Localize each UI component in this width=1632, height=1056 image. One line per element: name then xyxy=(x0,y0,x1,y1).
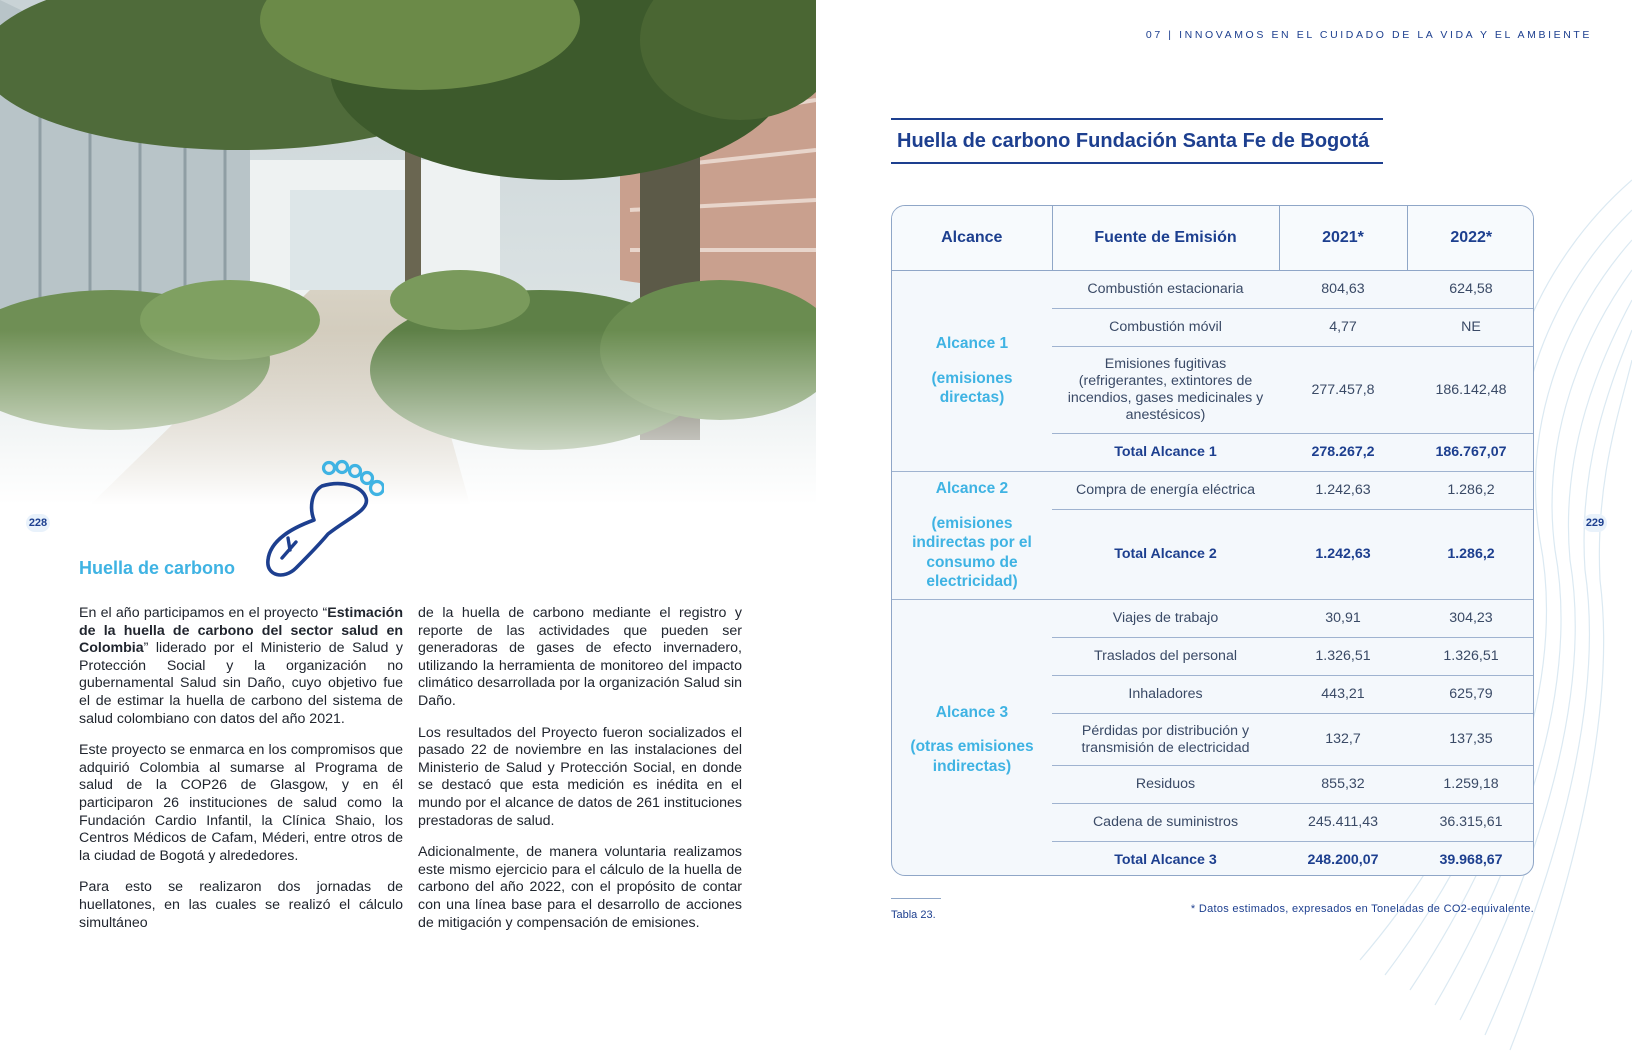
value-2021: 1.326,51 xyxy=(1279,638,1407,676)
table-row xyxy=(892,271,1534,309)
header-2022: 2022* xyxy=(1407,206,1534,271)
table-header-row xyxy=(892,206,1534,271)
scope-label: Alcance 2 xyxy=(935,480,1009,498)
value-2022: 186.142,48 xyxy=(1407,347,1534,434)
value-2021: 1.242,63 xyxy=(1279,472,1407,510)
paragraph: Este proyecto se enmarca en los compromisos que adquirió Colombia al sumarse al Programa de salud de la COP26 de Glasgow, y en él participaron 26 instituciones de salud como la Fundación Cardio Infantil, la Clínica Shaio, los Centros Médicos de Cafam, Méderi, entre otros de la ciudad de Bogotá y alrededores. xyxy=(79,742,403,864)
source-cell: Residuos xyxy=(1052,766,1279,804)
total-label: Total Alcance 1 xyxy=(1052,434,1279,472)
value-2021: 443,21 xyxy=(1279,676,1407,714)
value-2021: 855,32 xyxy=(1279,766,1407,804)
table-title: Huella de carbono Fundación Santa Fe de Bogotá xyxy=(897,130,1370,152)
value-2021: 30,91 xyxy=(1279,600,1407,638)
header-fuente: Fuente de Emisión xyxy=(1052,206,1279,271)
table-row xyxy=(892,472,1534,510)
value-2021: 804,63 xyxy=(1279,271,1407,309)
source-cell: Traslados del personal xyxy=(1052,638,1279,676)
value-2022: 1.326,51 xyxy=(1407,638,1534,676)
value-2022: 1.286,2 xyxy=(1407,472,1534,510)
total-2022: 39.968,67 xyxy=(1439,852,1503,869)
paragraph: Los resultados del Proyecto fueron socializados el pasado 22 de noviembre en las instalaciones del Ministerio de Salud y Protección Social, en donde se destacó que esta medición es inédita en el mundo por el alcance de datos de 261 instituciones prestadoras de salud. xyxy=(418,724,742,829)
value-2022: 624,58 xyxy=(1407,271,1534,309)
total-label: Total Alcance 3 xyxy=(1114,852,1217,869)
paragraph: Para esto se realizaron dos jornadas de huellatones, en las cuales se realizó el cálculo simultáneo xyxy=(79,879,403,931)
value-2022: 304,23 xyxy=(1407,600,1534,638)
page-number-right: 229 xyxy=(1583,514,1607,532)
source-cell: Viajes de trabajo xyxy=(1052,600,1279,638)
table-title-box xyxy=(891,118,1383,164)
emissions-table xyxy=(892,206,1534,876)
scope-sub: (otras emisiones indirectas) xyxy=(910,738,1034,775)
header-alcance: Alcance xyxy=(892,206,1052,271)
text-column-2 xyxy=(418,605,742,946)
footprint-icon xyxy=(262,458,384,578)
source-cell: Inhaladores xyxy=(1052,676,1279,714)
text-column-1 xyxy=(79,605,403,946)
scope-sub: (emisiones directas) xyxy=(931,369,1013,407)
total-2021: 248.200,07 xyxy=(1307,852,1379,869)
scope-3-cell xyxy=(892,600,1052,877)
total-2022: 186.767,07 xyxy=(1407,434,1534,472)
value-2021: 4,77 xyxy=(1279,309,1407,347)
paragraph: de la huella de carbono mediante el registro y reporte de las actividades que pueden ser generadoras de gases de efecto invernadero, utilizando la herramienta de monitoreo del impacto climático desarrollada por la organización Salud sin Daño. xyxy=(418,605,742,709)
scope-sub: (emisiones indirectas por el consumo de electricidad) xyxy=(912,514,1032,591)
source-cell: Combustión estacionaria xyxy=(1052,271,1279,309)
table-caption: Tabla 23. xyxy=(891,909,936,921)
scope-2-cell xyxy=(892,472,1052,600)
scope-label: Alcance 3 xyxy=(935,703,1009,721)
paragraph: Adicionalmente, de manera voluntaria realizamos este mismo ejercicio para el cálculo de la huella de carbono del año 2022, con el propósito de contar con una línea base para el desarrollo de acciones de mitigación y compensación de emisiones. xyxy=(418,844,742,931)
paragraph: En el año participamos en el proyecto “Estimación de la huella de carbono del sector salud en Colombia” liderado por el Ministerio de Salud y Protección Social y la organización no gubernamental Salud sin Daño, cuyo objetivo fue el de estimar la huella de carbono del sistema de salud colombiano con datos del año 2021. xyxy=(79,605,403,727)
value-2021: 245.411,43 xyxy=(1279,804,1407,842)
running-header: 07 | INNOVAMOS EN EL CUIDADO DE LA VIDA Y EL AMBIENTE xyxy=(1145,29,1592,41)
value-2022: NE xyxy=(1407,309,1534,347)
source-cell: Compra de energía eléctrica xyxy=(1052,472,1279,510)
garden-photo xyxy=(0,0,816,505)
source-cell: Cadena de suministros xyxy=(1052,804,1279,842)
total-2021: 278.267,2 xyxy=(1279,434,1407,472)
scope-label: Alcance 1 xyxy=(935,335,1009,353)
caption-rule xyxy=(891,898,941,899)
page-number-left: 228 xyxy=(26,514,50,532)
source-cell: Emisiones fugitivas (refrigerantes, extintores de incendios, gases medicinales y anestésicos) xyxy=(1052,347,1279,434)
value-2021: 277.457,8 xyxy=(1279,347,1407,434)
value-2022: 137,35 xyxy=(1407,714,1534,766)
header-2021: 2021* xyxy=(1279,206,1407,271)
total-label: Total Alcance 2 xyxy=(1052,510,1279,600)
value-2021: 132,7 xyxy=(1279,714,1407,766)
table-row xyxy=(892,600,1534,638)
value-2022: 1.259,18 xyxy=(1407,766,1534,804)
section-heading: Huella de carbono xyxy=(79,558,236,578)
scope-1-cell xyxy=(892,271,1052,472)
source-cell: Combustión móvil xyxy=(1052,309,1279,347)
total-2021: 1.242,63 xyxy=(1279,510,1407,600)
emissions-table-box xyxy=(891,205,1534,876)
table-footnote: * Datos estimados, expresados en Toneladas de CO2-equivalente. xyxy=(1190,903,1534,915)
value-2022: 36.315,61 xyxy=(1407,804,1534,842)
total-2022: 1.286,2 xyxy=(1407,510,1534,600)
source-cell: Pérdidas por distribución y transmisión de electricidad xyxy=(1052,714,1279,766)
value-2022: 625,79 xyxy=(1407,676,1534,714)
